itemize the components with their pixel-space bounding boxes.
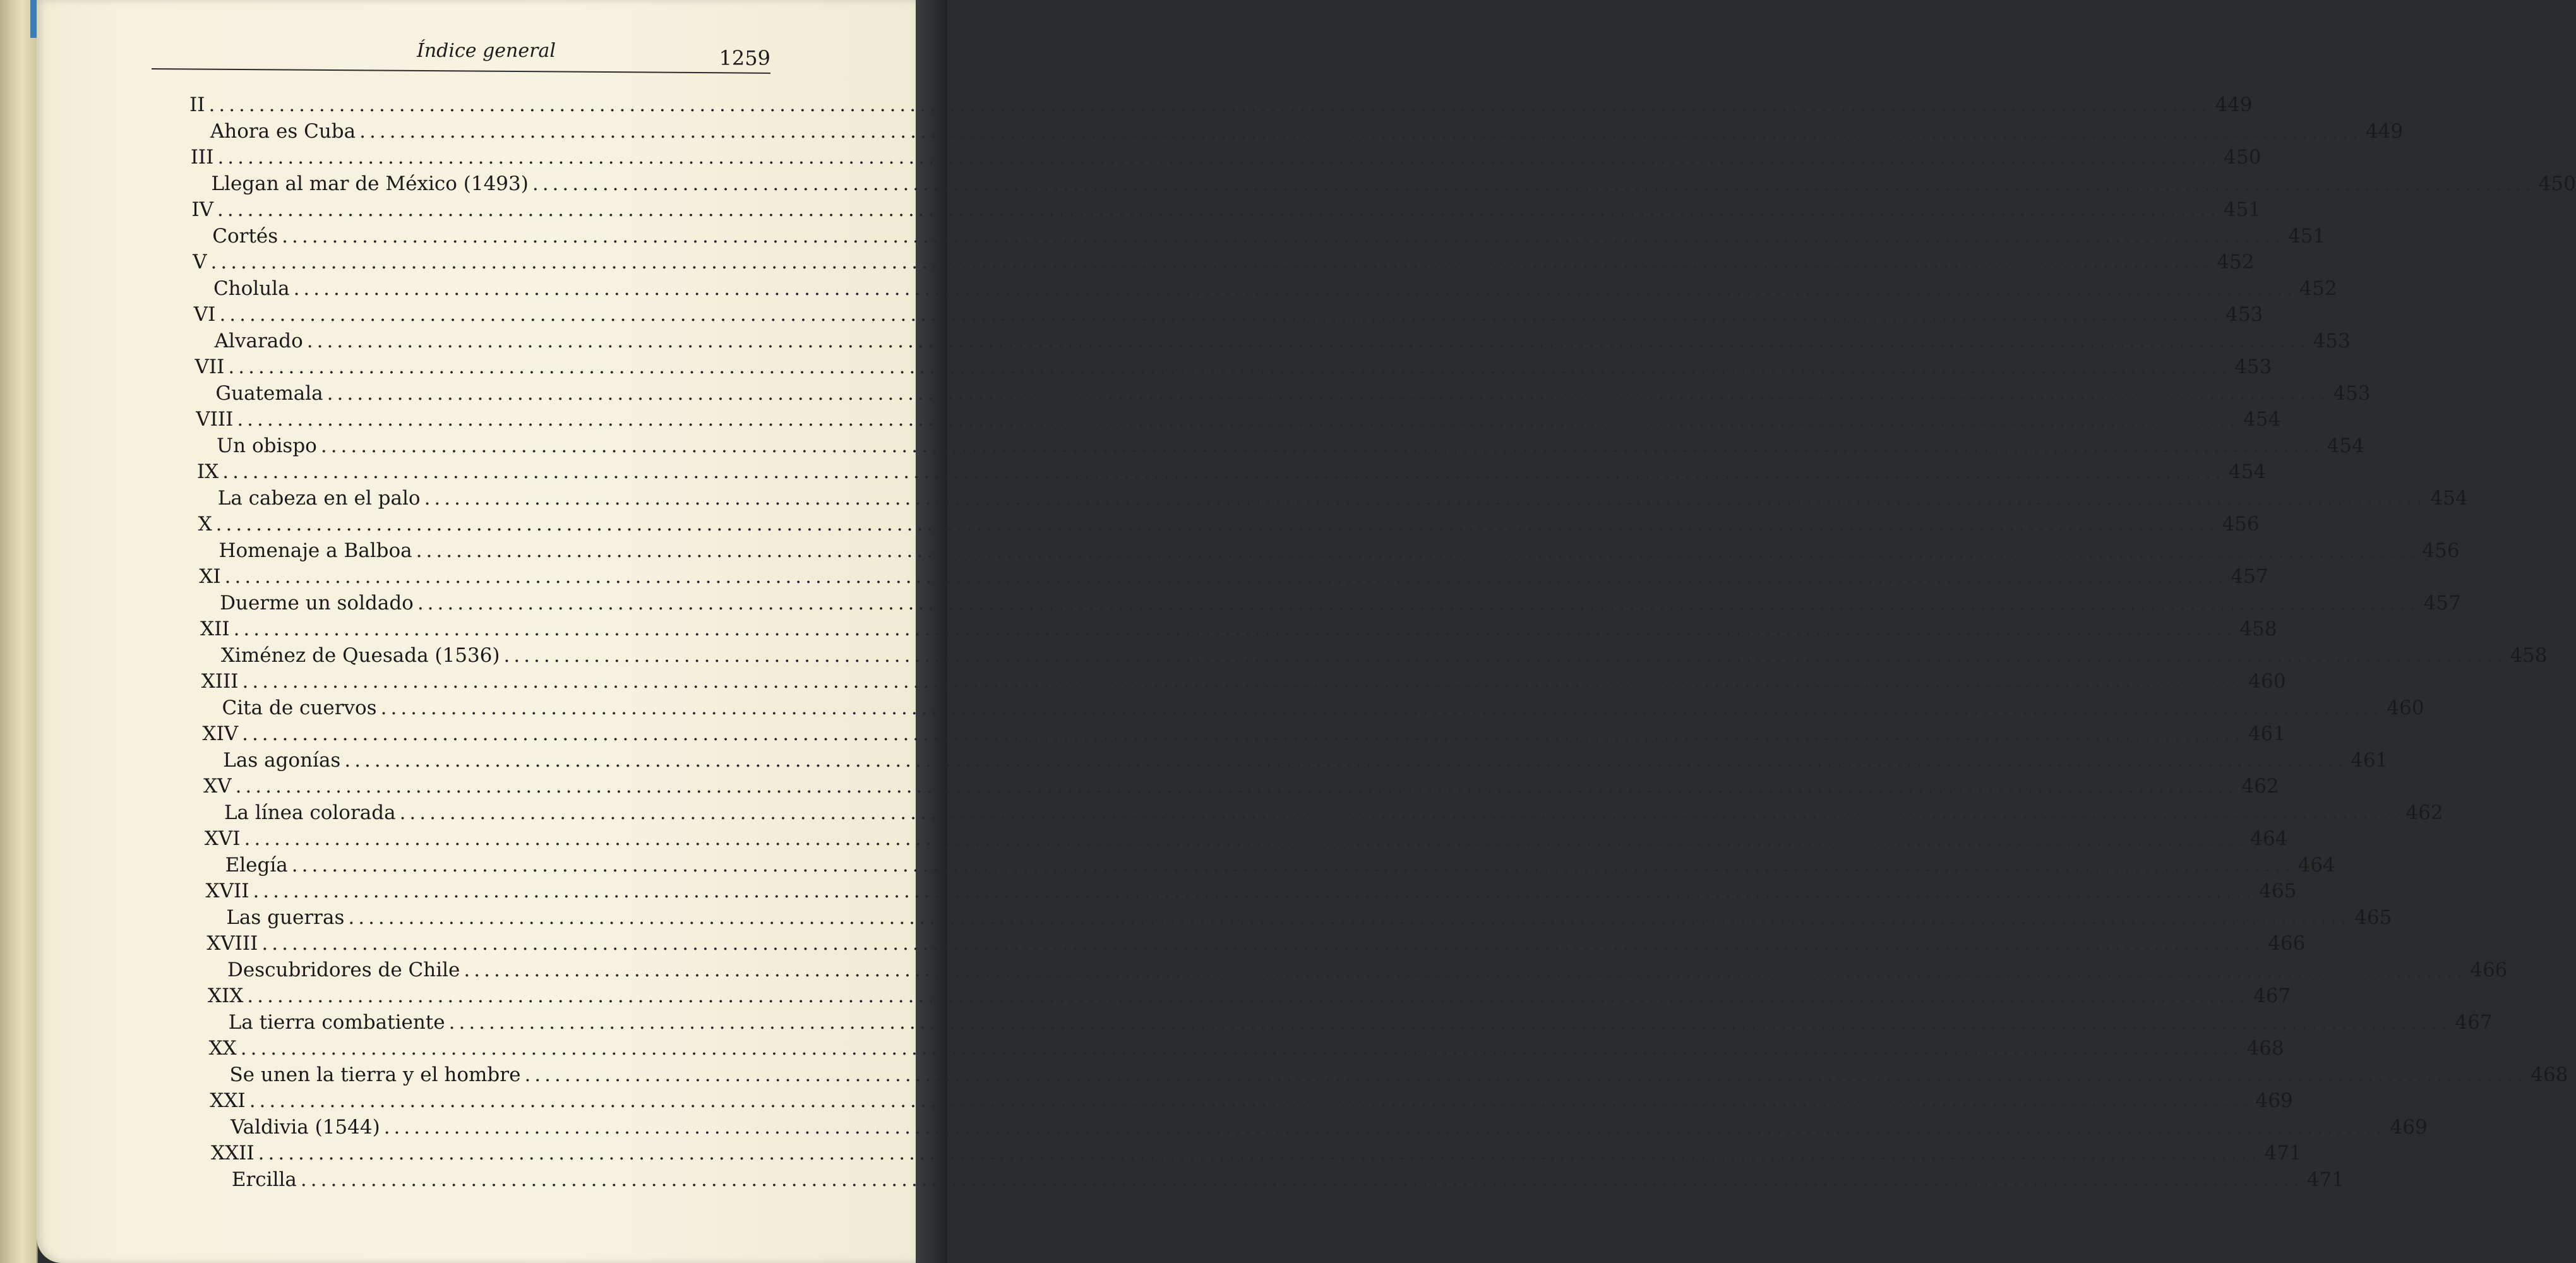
toc-entry-label: XIX — [207, 985, 244, 1007]
toc-entry-label: XI — [199, 565, 221, 588]
toc-entry-label: III — [190, 146, 214, 169]
toc-entry-label: VI — [193, 303, 216, 326]
toc-section-row — [223, 748, 2388, 774]
toc-chapter-row — [201, 670, 2286, 695]
toc-section-row — [228, 1010, 2493, 1036]
toc-section-row — [231, 1168, 2344, 1194]
toc-page-number: 454 — [2243, 408, 2281, 431]
leader-dots: ........................................................................................................................................................................................................ — [448, 1010, 2452, 1034]
leader-dots: ........................................................................................................................................................................................................ — [247, 985, 2250, 1007]
leader-dots: ........................................................................................................................................................................................................ — [348, 906, 2351, 929]
toc-page-number: 460 — [2387, 696, 2424, 719]
toc-page-number: 453 — [2313, 329, 2351, 352]
toc-chapter-row — [207, 932, 2306, 957]
toc-entry-label: Las agonías — [223, 748, 341, 772]
leader-dots: ........................................................................................................................................................................................................ — [359, 119, 2362, 143]
leader-dots: ........................................................................................................................................................................................................ — [244, 827, 2247, 850]
toc-page-number: 449 — [2215, 93, 2253, 116]
toc-section-row — [210, 119, 2404, 145]
toc-page-number: 471 — [2306, 1168, 2344, 1191]
leader-dots: ........................................................................................................................................................................................................ — [258, 1142, 2261, 1164]
toc-page-number: 451 — [2287, 224, 2326, 248]
toc-section-row — [217, 434, 2364, 460]
toc-entry-label: Las guerras — [226, 906, 345, 929]
toc-entry-label: Guatemala — [215, 381, 323, 405]
toc-page-number: 462 — [2241, 775, 2279, 798]
toc-entry-label: XV — [203, 775, 232, 798]
leader-dots: ........................................................................................................................................................................................................ — [282, 224, 2284, 248]
leader-dots: ........................................................................................................................................................................................................ — [291, 853, 2294, 877]
toc-chapter-row — [205, 880, 2297, 905]
leader-dots: ........................................................................................................................................................................................................ — [228, 356, 2231, 378]
leader-dots: ........................................................................................................................................................................................................ — [532, 172, 2535, 195]
toc-entry-label: Duerme un soldado — [220, 591, 414, 614]
toc-chapter-row — [191, 198, 2261, 224]
toc-section-row — [224, 801, 2443, 827]
toc-section-row — [217, 486, 2468, 512]
toc-page-number: 457 — [2423, 591, 2461, 614]
toc-entry-label: Cita de cuervos — [222, 696, 377, 719]
toc-entry-label: Valdivia (1544) — [231, 1115, 380, 1139]
leader-dots: ........................................................................................................................................................................................................ — [249, 1089, 2252, 1112]
leader-dots: ........................................................................................................................................................................................................ — [215, 513, 2219, 536]
toc-entry-label: VII — [195, 356, 225, 378]
toc-chapter-row — [195, 356, 2272, 381]
leader-dots: ........................................................................................................................................................................................................ — [306, 329, 2309, 352]
toc-section-row — [220, 643, 2548, 669]
toc-page-number: 450 — [2538, 172, 2576, 195]
leader-dots: ........................................................................................................................................................................................................ — [208, 93, 2212, 116]
toc-section-row — [227, 958, 2508, 984]
toc-section-row — [220, 591, 2461, 617]
leader-dots: ........................................................................................................................................................................................................ — [326, 381, 2330, 405]
toc-page-number: 456 — [2222, 513, 2260, 536]
toc-entry-label: IV — [191, 198, 214, 221]
leader-dots: ........................................................................................................................................................................................................ — [240, 1037, 2243, 1060]
toc-entry-label: Ximénez de Quesada (1536) — [220, 643, 500, 667]
toc-page-number: 449 — [2365, 119, 2404, 143]
leader-dots: ........................................................................................................................................................................................................ — [253, 880, 2256, 902]
toc-entry-label: Llegan al mar de México (1493) — [211, 172, 529, 195]
toc-chapter-row — [193, 251, 2255, 276]
page-number: 1259 — [719, 46, 770, 70]
toc-page-number: 464 — [2250, 827, 2288, 850]
toc-entry-label: XXII — [211, 1142, 255, 1164]
toc-section-row — [231, 1115, 2428, 1141]
leader-dots: ........................................................................................................................................................................................................ — [424, 486, 2427, 510]
leader-dots: ........................................................................................................................................................................................................ — [344, 748, 2347, 772]
toc-page-number: 464 — [2297, 853, 2335, 877]
toc-entry-label: Elegía — [225, 853, 288, 877]
toc-entry-label: V — [193, 251, 207, 273]
leader-dots: ........................................................................................................................................................................................................ — [224, 565, 2227, 588]
leader-dots: ........................................................................................................................................................................................................ — [219, 303, 2222, 326]
toc-page-number: 454 — [2327, 434, 2364, 457]
toc-page-number: 469 — [2390, 1115, 2428, 1139]
toc-chapter-row — [210, 1089, 2293, 1115]
toc-page-number: 469 — [2255, 1089, 2293, 1112]
toc-entry-label: X — [198, 513, 212, 536]
toc-entry-label: Alvarado — [214, 329, 303, 352]
toc-entry-label: La cabeza en el palo — [217, 486, 421, 510]
toc-chapter-row — [204, 827, 2288, 853]
toc-entry-label: XIII — [201, 670, 239, 693]
toc-page-number: 466 — [2470, 958, 2508, 981]
toc-page-number: 467 — [2455, 1010, 2493, 1034]
leader-dots: ........................................................................................................................................................................................................ — [320, 434, 2323, 457]
leader-dots: ........................................................................................................................................................................................................ — [235, 775, 2238, 798]
toc-chapter-row — [211, 1142, 2302, 1167]
toc-entry-label: II — [189, 93, 205, 116]
toc-chapter-row — [196, 408, 2281, 433]
toc-chapter-row — [196, 460, 2267, 486]
leader-dots: ........................................................................................................................................................................................................ — [217, 146, 2220, 169]
leader-dots: ........................................................................................................................................................................................................ — [399, 801, 2402, 824]
toc-page-number: 456 — [2422, 539, 2460, 562]
toc-page-number: 467 — [2253, 985, 2291, 1007]
toc-entry-label: XII — [200, 618, 230, 640]
toc-page-number: 465 — [2259, 880, 2297, 902]
toc-section-row — [229, 1063, 2568, 1089]
toc-page-number: 452 — [2299, 277, 2337, 300]
toc-page-number: 458 — [2239, 618, 2277, 640]
toc-section-row — [222, 696, 2424, 722]
toc-entry-label: Descubridores de Chile — [227, 958, 460, 981]
toc-chapter-row — [189, 93, 2253, 119]
toc-page-number: 460 — [2248, 670, 2286, 693]
toc-entry-label: Cortés — [212, 224, 279, 248]
leader-dots: ........................................................................................................................................................................................................ — [242, 722, 2244, 745]
toc-entry-label: Un obispo — [217, 434, 317, 457]
leader-dots: ........................................................................................................................................................................................................ — [217, 198, 2220, 221]
toc-section-row — [214, 329, 2351, 355]
toc-page-number: 453 — [2226, 303, 2263, 326]
header-title: Índice general — [417, 40, 556, 62]
toc-section-row — [212, 224, 2326, 250]
toc-page-number: 462 — [2405, 801, 2443, 824]
toc-page-number: 468 — [2531, 1063, 2568, 1086]
leader-dots: ........................................................................................................................................................................................................ — [383, 1115, 2387, 1139]
toc-page-number: 461 — [2351, 748, 2388, 772]
toc-entry-label: Homenaje a Balboa — [219, 539, 412, 562]
toc-chapter-row — [199, 565, 2268, 590]
leader-dots: ........................................................................................................................................................................................................ — [237, 408, 2240, 431]
leader-dots: ........................................................................................................................................................................................................ — [524, 1063, 2527, 1086]
toc-section-row — [219, 539, 2460, 565]
toc-page-number: 465 — [2354, 906, 2392, 929]
toc-chapter-row — [207, 985, 2291, 1010]
toc-chapter-row — [203, 775, 2279, 800]
leader-dots: ........................................................................................................................................................................................................ — [261, 932, 2265, 955]
toc-page-number: 461 — [2248, 722, 2286, 745]
toc-entry-label: Ercilla — [231, 1168, 297, 1191]
toc-entry-label: XIV — [202, 722, 239, 745]
toc-page-number: 453 — [2333, 381, 2371, 405]
toc-chapter-row — [200, 618, 2277, 643]
leader-dots: ........................................................................................................................................................................................................ — [380, 696, 2383, 719]
toc-page-number: 471 — [2264, 1142, 2302, 1164]
toc-entry-label: La tierra combatiente — [228, 1010, 445, 1034]
toc-page-number: 453 — [2234, 356, 2272, 378]
leader-dots: ........................................................................................................................................................................................................ — [233, 618, 2236, 640]
toc-page-number: 454 — [2430, 486, 2468, 510]
toc-chapter-row — [202, 722, 2286, 748]
toc-entry-label: IX — [196, 460, 219, 483]
toc-entry-label: VIII — [196, 408, 234, 431]
toc-section-row — [225, 853, 2335, 879]
toc-page-number: 454 — [2229, 460, 2267, 483]
toc-entry-label: XVI — [204, 827, 241, 850]
toc-section-row — [226, 906, 2392, 931]
toc-entry-label: XVIII — [207, 932, 258, 955]
leader-dots: ........................................................................................................................................................................................................ — [417, 591, 2420, 614]
toc-entry-label: XX — [208, 1037, 237, 1060]
toc-entry-label: XXI — [210, 1089, 246, 1112]
toc-page-number: 457 — [2231, 565, 2268, 588]
toc-page-number: 458 — [2510, 643, 2548, 667]
toc-chapter-row — [208, 1037, 2284, 1062]
toc-page-number: 450 — [2224, 146, 2261, 169]
toc-entry-label: Cholula — [213, 277, 290, 300]
toc-page-number: 466 — [2268, 932, 2306, 955]
toc-section-row — [211, 172, 2576, 198]
toc-entry-label: La línea colorada — [224, 801, 396, 824]
leader-dots: ........................................................................................................................................................................................................ — [210, 251, 2214, 273]
toc-section-row — [213, 277, 2337, 302]
toc-page-number: 451 — [2223, 198, 2261, 221]
toc-section-row — [215, 381, 2371, 407]
toc-entry-label: XVII — [205, 880, 249, 902]
leader-dots: ........................................................................................................................................................................................................ — [416, 539, 2419, 562]
toc-page-number: 468 — [2246, 1037, 2284, 1060]
toc-page-number: 452 — [2217, 251, 2255, 273]
toc-chapter-row — [198, 513, 2260, 538]
leader-dots: ........................................................................................................................................................................................................ — [222, 460, 2226, 483]
toc-chapter-row — [193, 303, 2263, 328]
toc-entry-label: Ahora es Cuba — [210, 119, 356, 143]
leader-dots: ........................................................................................................................................................................................................ — [464, 958, 2467, 981]
leader-dots: ........................................................................................................................................................................................................ — [300, 1168, 2303, 1191]
toc-entry-label: Se unen la tierra y el hombre — [229, 1063, 521, 1086]
toc-chapter-row — [190, 146, 2261, 171]
leader-dots: ........................................................................................................................................................................................................ — [503, 643, 2507, 667]
leader-dots: ........................................................................................................................................................................................................ — [293, 277, 2296, 300]
leader-dots: ........................................................................................................................................................................................................ — [242, 670, 2245, 693]
